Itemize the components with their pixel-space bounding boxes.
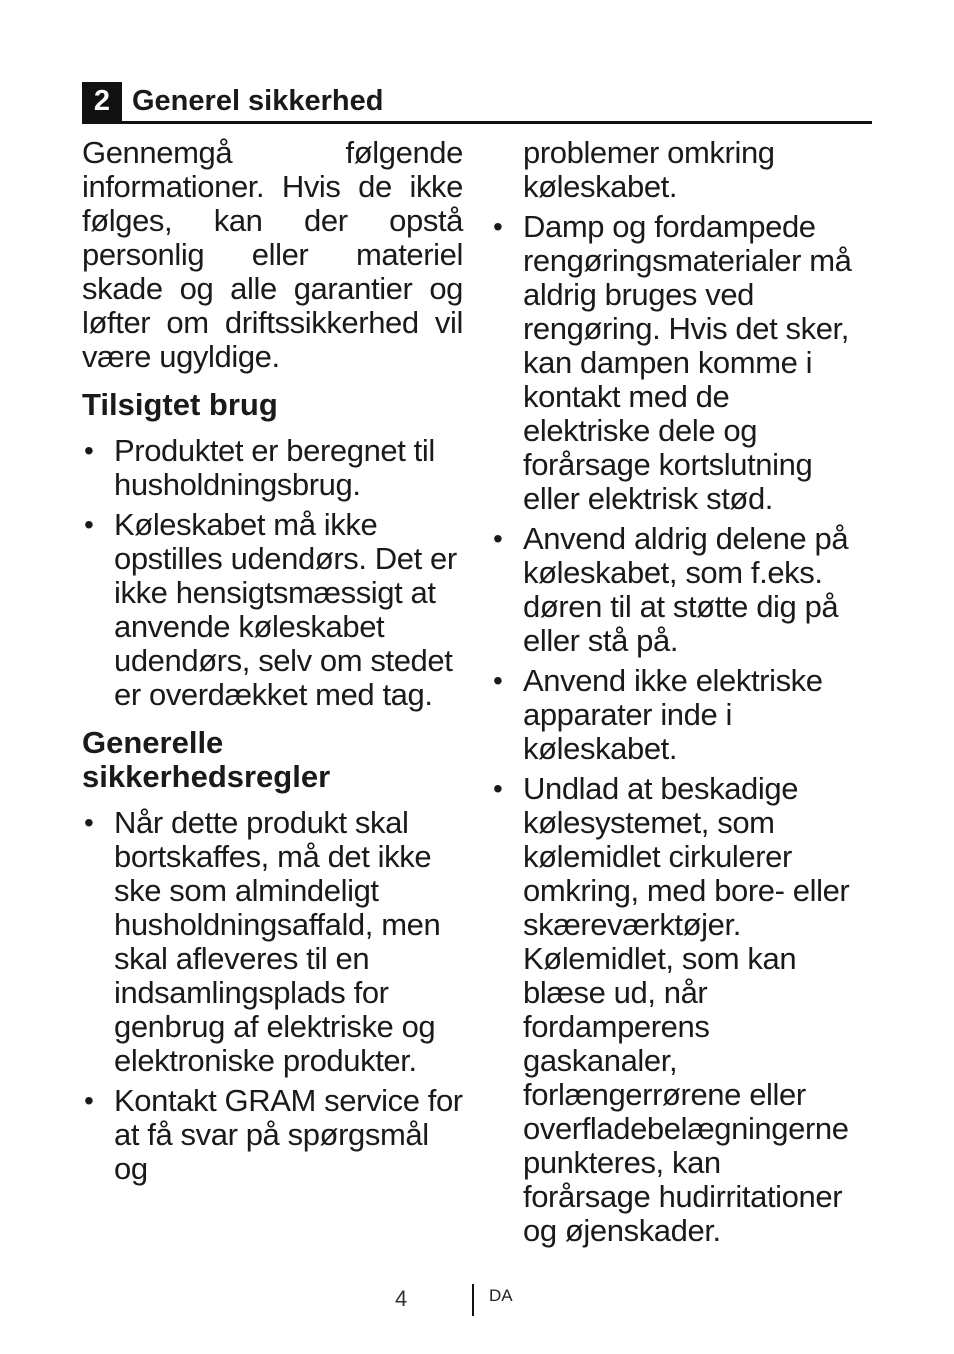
- list-item-text: Anvend ikke elektriske apparater inde i køleskabet.: [523, 663, 823, 766]
- section-title: Generel sikkerhed: [132, 85, 384, 117]
- section-number-badge: 2: [82, 82, 122, 121]
- bullet-icon: •: [84, 509, 94, 540]
- heading-intended-use: Tilsigtet brug: [82, 387, 278, 422]
- heading-general-safety: Generelle sikkerhedsregler: [82, 725, 331, 794]
- list-item-text: Kontakt GRAM service for at få svar på spørgsmål og: [114, 1083, 463, 1186]
- list-item-text: Køleskabet må ikke opstilles udendørs. Det er ikke hensigtsmæssigt at anvende køleskabet udendørs, selv om stedet er overdækket med tag.: [114, 507, 457, 712]
- list-item: [82, 434, 463, 502]
- list-item: [491, 664, 856, 766]
- safety-rules-list: [491, 210, 856, 1248]
- list-item: [82, 806, 463, 1078]
- page-number: 4: [395, 1286, 408, 1311]
- bullet-icon: •: [493, 211, 503, 242]
- intro-paragraph: Gennemgå følgende informationer. Hvis de ikke følges, kan der opstå personlig eller materiel skade og alle garantier og løfter om driftssikkerhed vil være ugyldige.: [82, 135, 463, 374]
- bullet-icon: •: [493, 773, 503, 804]
- list-item-text: Damp og fordampede rengøringsmaterialer må aldrig bruges ved rengøring. Hvis det sker, kan dampen komme i kontakt med de elektriske dele og forårsage kortslutning eller elektrisk stød.: [523, 209, 852, 516]
- list-item-text: Undlad at beskadige kølesystemet, som kølemidlet cirkulerer omkring, med bore- eller skæreværktøjer. Kølemidlet, som kan blæse ud, når fordamperens gaskanaler, forlængerrørene eller overfladebelægningerne punkteres, kan forårsage hudirritationer og øjenskader.: [523, 771, 850, 1248]
- bullet-icon: •: [84, 435, 94, 466]
- right-column: [491, 136, 856, 1254]
- bullet-icon: •: [493, 523, 503, 554]
- list-item: [82, 508, 463, 712]
- list-item-text: Når dette produkt skal bortskaffes, må det ikke ske som almindeligt husholdningsaffald, men skal afleveres til en indsamlingsplads for genbrug af elektriske og elektroniske produkter.: [114, 805, 441, 1078]
- list-item: [491, 210, 856, 516]
- list-item-text: Produktet er beregnet til husholdningsbrug.: [114, 433, 435, 502]
- intended-use-list: [82, 434, 463, 712]
- list-item: [491, 522, 856, 658]
- list-item-text: Anvend aldrig delene på køleskabet, som f.eks. døren til at støtte dig på eller stå på.: [523, 521, 849, 658]
- list-item: [491, 772, 856, 1248]
- bullet-icon: •: [493, 665, 503, 696]
- general-safety-list: [82, 806, 463, 1186]
- language-code: DA: [489, 1286, 513, 1305]
- left-column: [82, 136, 463, 1192]
- footer-divider: [472, 1284, 474, 1316]
- continued-text: problemer omkring køleskabet.: [523, 135, 775, 204]
- bullet-icon: •: [84, 1085, 94, 1116]
- list-item: [82, 1084, 463, 1186]
- bullet-icon: •: [84, 807, 94, 838]
- section-header: [82, 82, 872, 124]
